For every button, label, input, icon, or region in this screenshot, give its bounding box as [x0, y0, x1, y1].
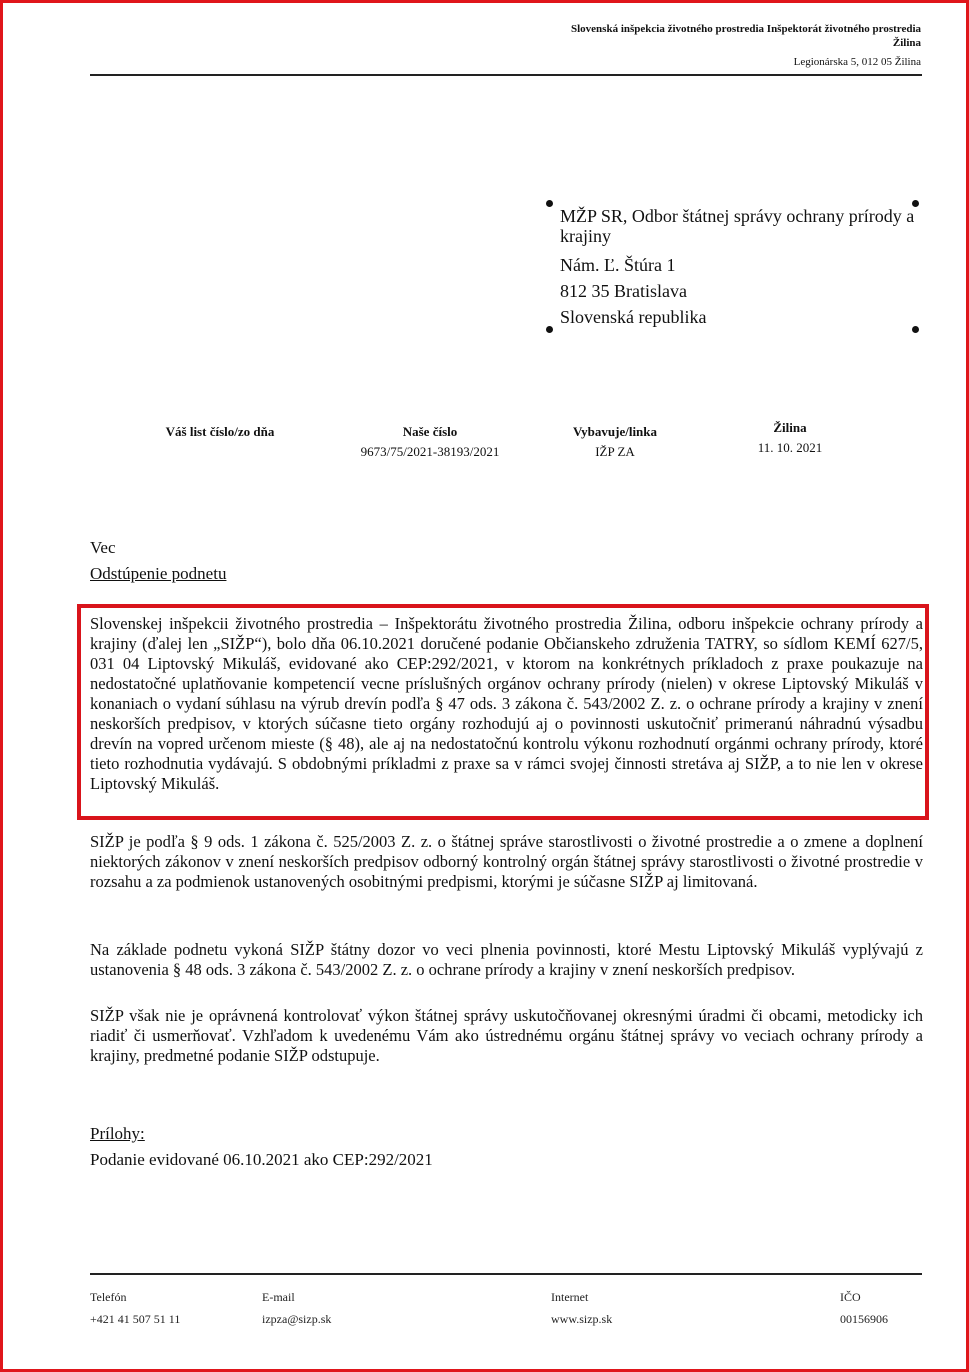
ref-our-number-value: 9673/75/2021-38193/2021: [360, 444, 500, 459]
body-paragraph-4: SIŽP však nie je oprávnená kontrolovať výkon štátnej správy uskutočňovanej okresnými úradmi či obcami, metodicky ich riadiť či usmerňovať. Vzhľadom k uvedenému Vám ako ústrednému orgánu štátnej správy vo veciach ochrany prírody a krajiny, predmetné podanie SIŽP odstupuje.: [90, 1006, 923, 1065]
body-paragraph-2: SIŽP je podľa § 9 ods. 1 zákona č. 525/2003 Z. z. o štátnej správe starostlivosti o životné prostredie a o zmene a doplnení niektorých zákonov v znení neskorších predpisov odborný kontrolný orgán štátnej správy starostlivosti o životné prostredie v rozsahu a za podmienok ustanovených osobitnými predpismi, ktorými je súčasne SIŽP aj limitovaná.: [90, 832, 923, 891]
addressee-block: [560, 206, 925, 330]
ref-handled-by-value: IŽP ZA: [595, 444, 635, 459]
footer-email-label: E-mail: [262, 1290, 295, 1304]
body-paragraph-1: Slovenskej inšpekcii životného prostredia – Inšpektorátu životného prostredia Žilina, odboru inšpekcie ochrany prírody a krajiny (ďalej len „SIŽP“), bolo dňa 06.10.2021 doručené podanie Občianskeho združenia TATRY, so sídlom KEMÍ 627/5, 031 04 Liptovský Mikuláš, evidované ako CEP:292/2021, v ktorom na konkrétnych príkladoch z praxe poukazuje na nedostatočné uplatňovanie kompetencií vecne príslušných orgánov ochrany prírody (nielen) v okrese Liptovský Mikuláš v konaniach o vydaní súhlasu na výrub drevín podľa § 47 ods. 3 zákona č. 543/2002 Z. z. o ochrane prírody a krajiny v znení neskorších predpisov, v ktorých súčasne tieto orgány rozhodujú aj o povinnosti uskutočniť primeranú náhradnú výsadbu drevín na vopred určenom mieste (§ 48), ale aj na nedostatočnú kontrolu výkonu rozhodnutí orgánmi ochrany prírody, ktoré tieto rozhodnutia vydávajú. S obdobnými príkladmi z praxe sa v rámci svojej činnosti stretáva aj SIŽP, a to nie len v okrese Liptovský Mikuláš.: [90, 614, 923, 793]
footer-email-value: izpza@sizp.sk: [262, 1312, 332, 1326]
sender-org-line2: Žilina: [892, 37, 921, 49]
footer-ico-value: 00156906: [840, 1312, 888, 1326]
footer-internet: [551, 1286, 612, 1330]
ref-our-number-label: Naše číslo: [402, 424, 458, 439]
addressee-street: Nám. Ľ. Štúra 1: [560, 255, 676, 275]
footer-phone: [90, 1286, 180, 1330]
sender-address: Legionárska 5, 012 05 Žilina: [793, 56, 921, 68]
footer-phone-label: Telefón: [90, 1290, 127, 1304]
footer-ico-label: IČO: [840, 1290, 861, 1304]
sender-org-line1: Slovenská inšpekcia životného prostredia Inšpektorát životného prostredia: [571, 23, 921, 35]
corner-mark-bottom-left: [546, 326, 553, 333]
footer-email: [262, 1286, 331, 1330]
attachments-label: Prílohy:: [90, 1124, 145, 1143]
ref-place-date: [730, 418, 850, 458]
footer-phone-value: +421 41 507 51 11: [90, 1312, 181, 1326]
footer-internet-label: Internet: [551, 1290, 589, 1304]
addressee-city: 812 35 Bratislava: [560, 281, 687, 301]
ref-handled-by: [545, 422, 685, 462]
addressee-name: MŽP SR, Odbor štátnej správy ochrany prírody a krajiny: [560, 206, 915, 246]
subject-block: [90, 535, 226, 587]
body-paragraph-3: Na základe podnetu vykoná SIŽP štátny dozor vo veci plnenia povinnosti, ktoré Mestu Liptovský Mikuláš vyplývajú z ustanovenia § 48 ods. 3 zákona č. 543/2002 Z. z. o ochrane prírody a krajiny v znení neskorších predpisov.: [90, 940, 923, 979]
footer-divider: [90, 1273, 922, 1275]
attachment-item: Podanie evidované 06.10.2021 ako CEP:292/2021: [90, 1150, 433, 1169]
footer-internet-value: www.sizp.sk: [551, 1312, 613, 1326]
ref-your-letter: [140, 422, 300, 442]
header-divider: [90, 74, 922, 76]
corner-mark-top-left: [546, 200, 553, 207]
ref-date-value: 11. 10. 2021: [757, 440, 823, 455]
subject-label: Vec: [90, 538, 116, 557]
subject-title: Odstúpenie podnetu: [90, 564, 227, 583]
ref-handled-by-label: Vybavuje/linka: [572, 424, 658, 439]
ref-our-number: [330, 422, 530, 462]
footer-ico: [840, 1286, 888, 1330]
addressee-country: Slovenská republika: [560, 307, 707, 327]
sender-organization: [571, 22, 921, 50]
ref-place-label: Žilina: [773, 420, 807, 435]
ref-your-letter-label: Váš list číslo/zo dňa: [165, 424, 275, 439]
